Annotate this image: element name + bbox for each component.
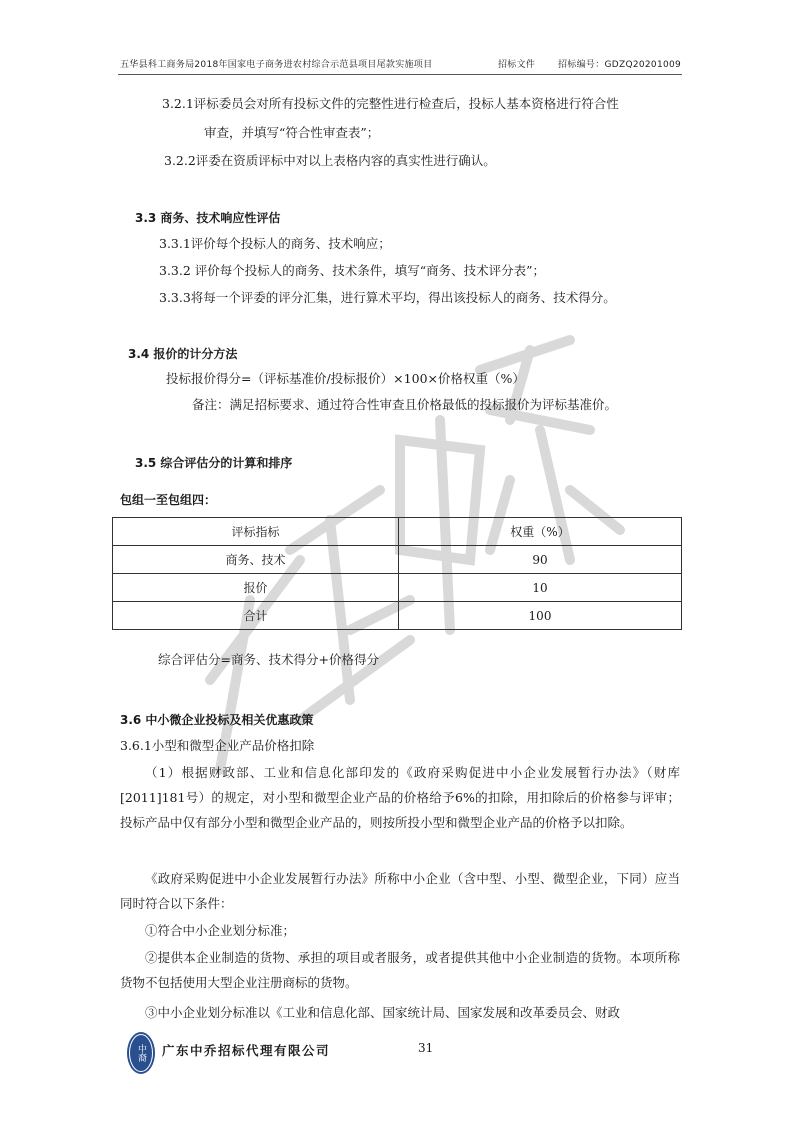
price-score-formula: 投标报价得分=（评标基准价/投标报价）×100×价格权重（%）	[166, 371, 525, 386]
policy-paragraph-1: （1）根据财政部、工业和信息化部印发的《政府采购促进中小企业发展暂行办法》（财库[2011]181号）的规定，对小型和微型企业产品的价格给予6%的扣除，用扣除后的价格参与评审；投标产品中仅有部分小型和微型企业产品的，则按所投小型和微型企业产品的价格予以扣除。	[120, 765, 680, 830]
header-divider	[118, 74, 682, 75]
header-doc-type: 招标文件	[498, 60, 536, 70]
table-cell: 商务、技术	[113, 546, 399, 574]
clause-3-3-3: 3.3.3将每一个评委的评分汇集，进行算术平均，得出该投标人的商务、技术得分。	[159, 290, 616, 305]
header-project-title: 五华县科工商务局2018年国家电子商务进农村综合示范县项目尾款实施项目	[120, 60, 433, 70]
table-row	[113, 602, 682, 630]
policy-condition-2: ②提供本企业制造的货物、承担的项目或者服务，或者提供其他中小企业制造的货物。本项所称货物不包括使用大型企业注册商标的货物。	[120, 950, 680, 990]
composite-score-formula: 综合评估分=商务、技术得分+价格得分	[158, 652, 379, 667]
policy-condition-3: ③中小企业划分标准以《工业和信息化部、国家统计局、国家发展和改革委员会、财政	[145, 1005, 621, 1020]
table-row	[113, 546, 682, 574]
section-3-4-heading: 3.4 报价的计分方法	[128, 347, 238, 361]
table-cell: 报价	[113, 574, 399, 602]
price-score-note: 备注：满足招标要求、通过符合性审查且价格最低的投标报价为评标基准价。	[192, 397, 618, 412]
policy-condition-1: ①符合中小企业划分标准；	[145, 923, 296, 938]
footer-company-name: 广东中乔招标代理有限公司	[162, 1043, 331, 1058]
clause-3-6-1: 3.6.1小型和微型企业产品价格扣除	[120, 738, 315, 753]
company-logo-icon	[126, 1031, 156, 1075]
table-header-cell: 评标指标	[113, 518, 399, 546]
page-number: 31	[418, 1041, 434, 1055]
clause-3-2-1-line1: 3.2.1评标委员会对所有投标文件的完整性进行检查后，投标人基本资格进行符合性	[162, 96, 619, 111]
section-3-5-heading: 3.5 综合评估分的计算和排序	[135, 456, 293, 470]
section-3-3-heading: 3.3 商务、技术响应性评估	[135, 211, 281, 225]
section-3-6-heading: 3.6 中小微企业投标及相关优惠政策	[120, 713, 314, 727]
weight-table	[112, 517, 682, 630]
clause-3-2-1-line2: 审查，并填写“符合性审查表”；	[204, 125, 380, 140]
package-group-label: 包组一至包组四：	[120, 493, 217, 507]
clause-3-2-2: 3.2.2评委在资质评标中对以上表格内容的真实性进行确认。	[164, 153, 496, 168]
header-tender-number: 招标编号：GDZQ20201009	[558, 60, 682, 70]
clause-3-3-2: 3.3.2 评价每个投标人的商务、技术条件，填写“商务、技术评分表”；	[159, 263, 546, 278]
table-header-cell: 权重（%）	[399, 518, 682, 546]
table-row	[113, 574, 682, 602]
clause-3-3-1: 3.3.1评价每个投标人的商务、技术响应；	[159, 236, 391, 251]
page-header	[120, 57, 680, 71]
table-cell: 100	[399, 602, 682, 630]
table-cell: 合计	[113, 602, 399, 630]
logo-text: 中裔	[136, 1044, 146, 1062]
table-cell: 10	[399, 574, 682, 602]
table-header-row	[113, 518, 682, 546]
table-cell: 90	[399, 546, 682, 574]
policy-paragraph-2: 《政府采购促进中小企业发展暂行办法》所称中小企业（含中型、小型、微型企业，下同）应当同时符合以下条件：	[120, 871, 680, 911]
